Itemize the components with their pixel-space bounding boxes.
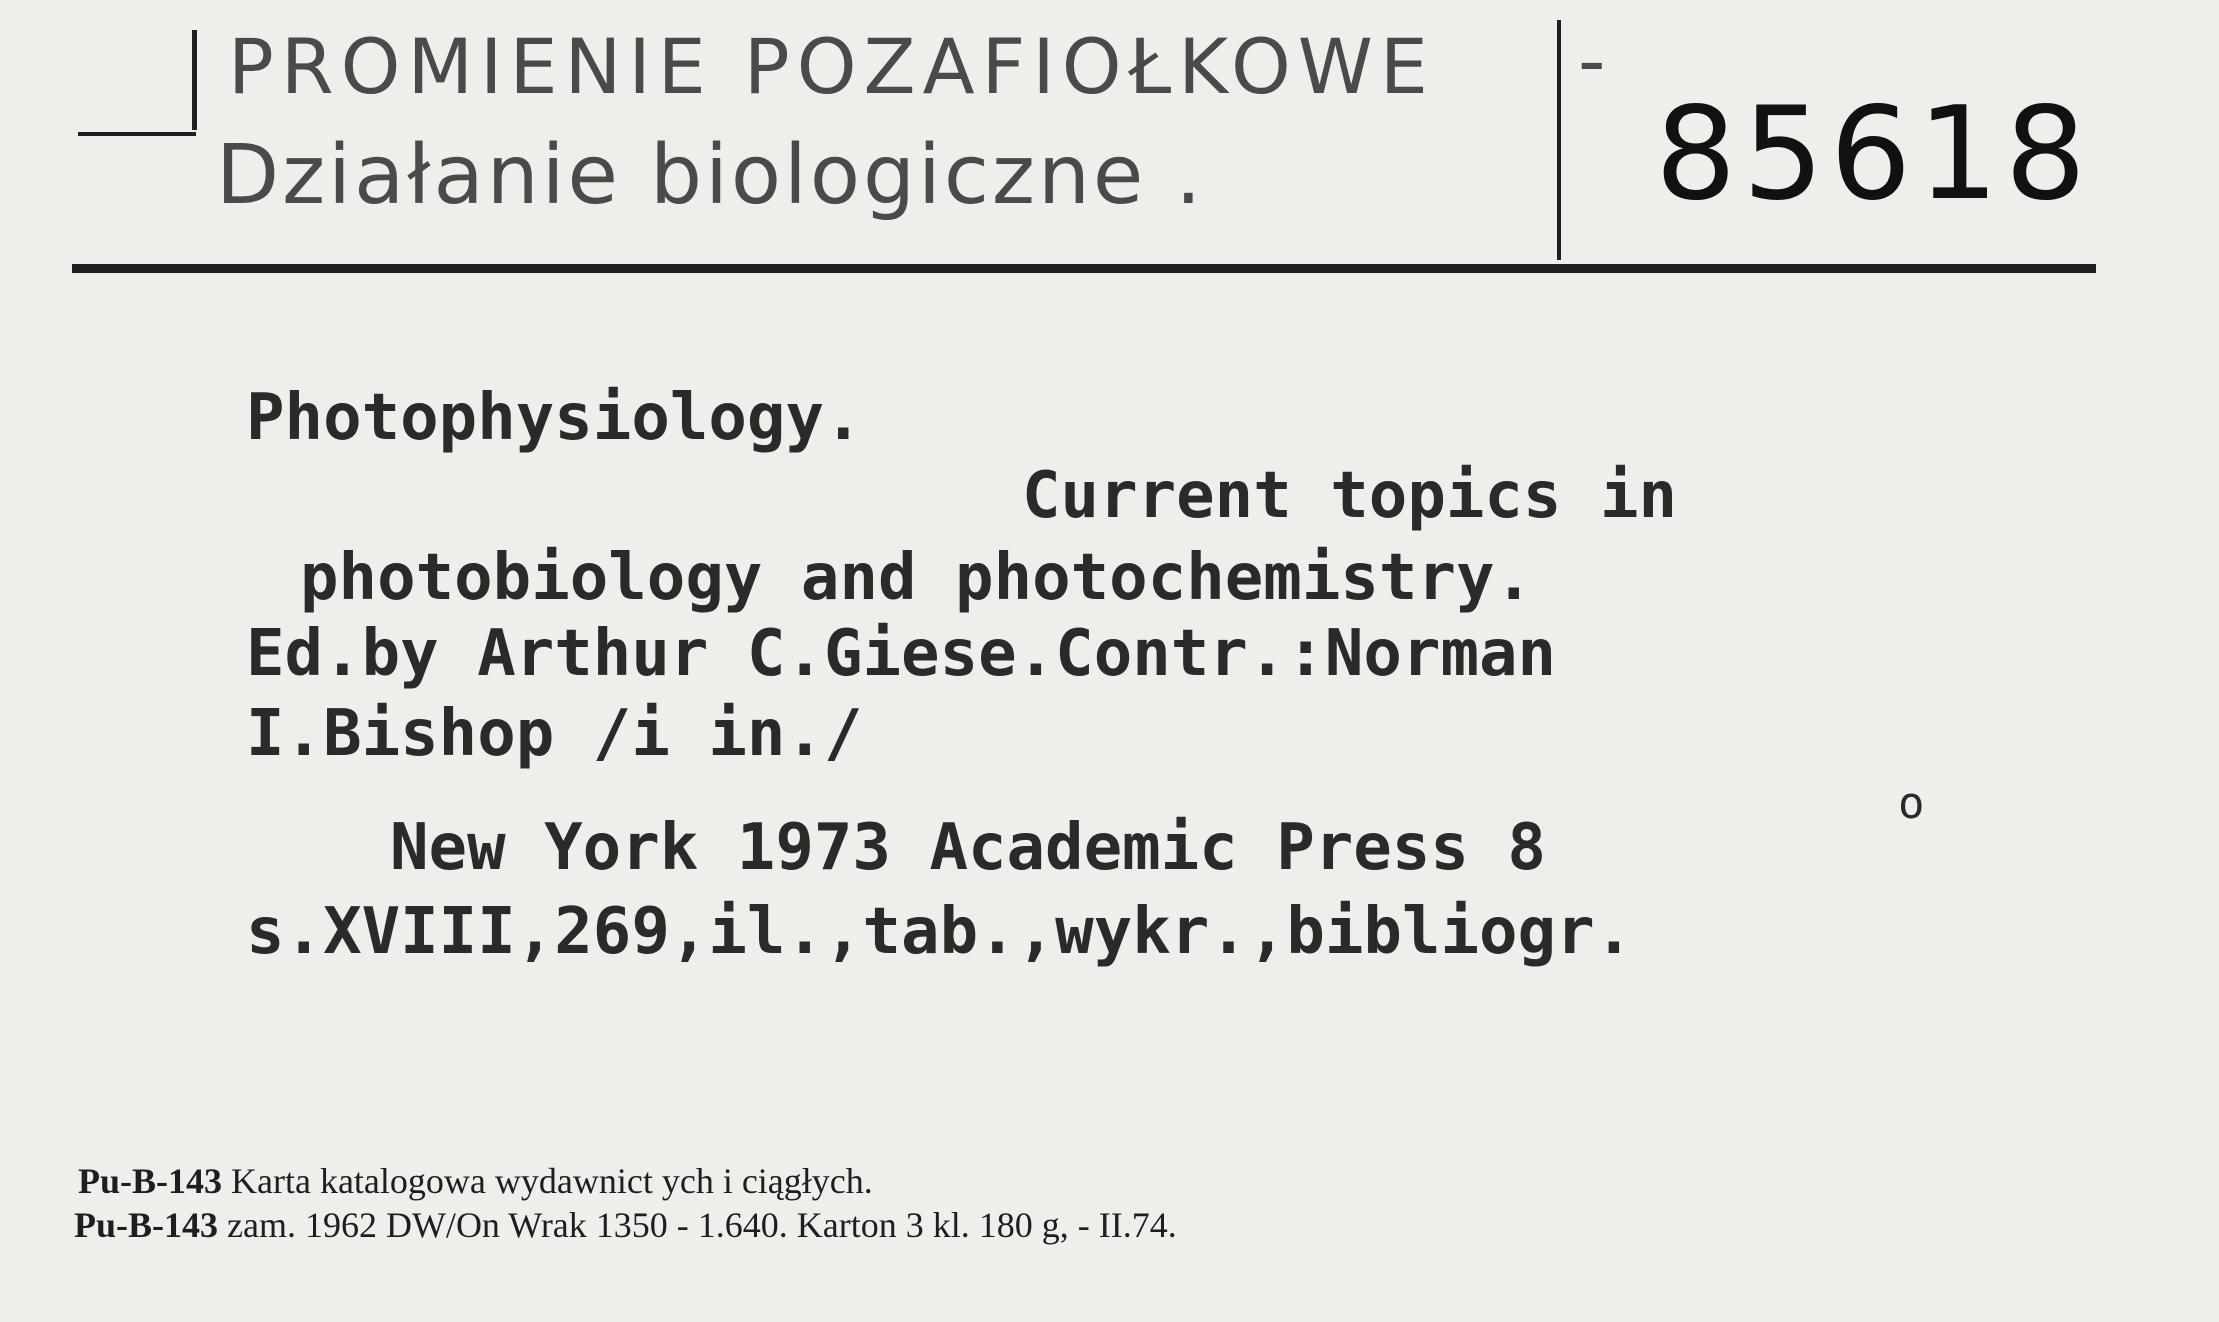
entry-editors-line1: Ed.by Arthur C.Giese.Contr.:Norman <box>246 617 1557 691</box>
left-margin-vertical-mark <box>192 30 197 130</box>
subject-heading-line1: PROMIENIE POZAFIOŁKOWE <box>228 22 1435 111</box>
left-margin-mark <box>78 132 196 136</box>
footer-form-code-1: Pu-B-143 <box>78 1161 222 1201</box>
entry-imprint-line1: New York 1973 Academic Press 8 <box>390 811 1546 885</box>
call-number-divider <box>1557 20 1561 260</box>
entry-subtitle-part1: Current topics in <box>1022 459 1678 533</box>
footer-line1 <box>78 1160 873 1202</box>
entry-title: Photophysiology. <box>246 381 863 455</box>
subject-heading-dash: - <box>1578 16 1610 105</box>
subject-heading-line2: Działanie biologiczne . <box>216 128 1205 223</box>
format-degree-sign: o <box>1898 778 1925 829</box>
call-number: 85618 <box>1655 80 2093 229</box>
heading-rule <box>72 264 2096 273</box>
footer-form-code-2: Pu-B-143 <box>74 1205 218 1245</box>
footer-form-description: Karta katalogowa wydawnict ych i ciągłych. <box>231 1161 873 1201</box>
entry-editors-line2: I.Bishop /i in./ <box>246 697 863 771</box>
entry-imprint-line2: s.XVIII,269,il.,tab.,wykr.,bibliogr. <box>246 895 1634 969</box>
entry-subtitle-part2: photobiology and photochemistry. <box>300 541 1533 615</box>
footer-print-order: zam. 1962 DW/On Wrak 1350 - 1.640. Karton 3 kl. 180 g, - II.74. <box>227 1205 1177 1245</box>
footer-line2 <box>74 1204 1177 1246</box>
